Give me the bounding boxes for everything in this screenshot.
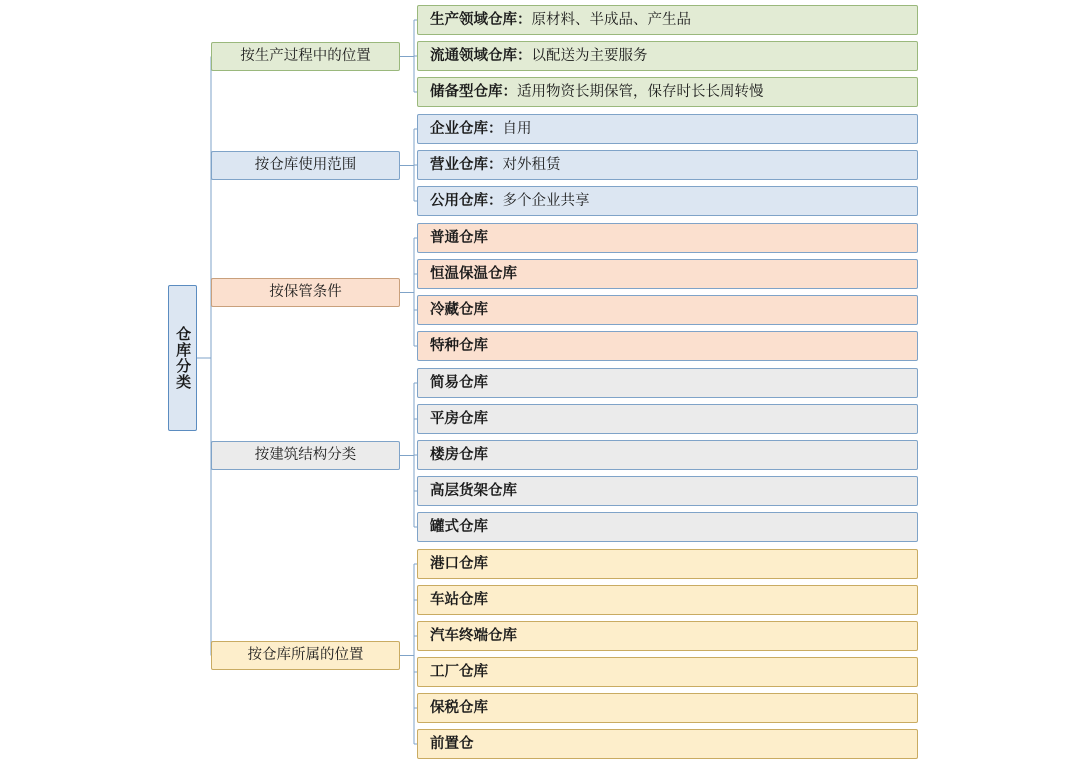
leaf-node[interactable] xyxy=(417,114,918,144)
leaf-node[interactable] xyxy=(417,150,918,180)
leaf-node[interactable] xyxy=(417,729,918,759)
leaf-desc: 以配送为主要服务 xyxy=(531,47,648,64)
leaf-lead: 高层货架仓库 xyxy=(430,482,517,499)
category-node-production-position[interactable] xyxy=(211,42,400,71)
leaf-lead: 营业仓库： xyxy=(430,156,503,173)
leaf-desc: 多个企业共享 xyxy=(502,192,590,209)
leaf-lead: 保税仓库 xyxy=(430,699,488,716)
leaf-node[interactable] xyxy=(417,657,918,687)
category-node-label: 按仓库所属的位置 xyxy=(247,647,364,664)
leaf-lead: 储备型仓库： xyxy=(430,83,517,100)
root-node-label: 仓库分类 xyxy=(174,326,192,390)
category-node-belonging-location[interactable] xyxy=(211,641,400,670)
leaf-desc: 自用 xyxy=(502,120,532,137)
category-node-usage-scope[interactable] xyxy=(211,151,400,180)
leaf-lead: 流通领域仓库： xyxy=(430,47,532,64)
category-node-label: 按仓库使用范围 xyxy=(254,157,357,174)
leaf-lead: 特种仓库 xyxy=(430,337,488,354)
leaf-node[interactable] xyxy=(417,549,918,579)
leaf-node[interactable] xyxy=(417,331,918,361)
leaf-lead: 罐式仓库 xyxy=(430,518,488,535)
leaf-node[interactable] xyxy=(417,259,918,289)
leaf-node[interactable] xyxy=(417,404,918,434)
leaf-node[interactable] xyxy=(417,77,918,107)
category-node-building-structure[interactable] xyxy=(211,441,400,470)
leaf-desc: 对外租赁 xyxy=(502,156,561,173)
leaf-lead: 工厂仓库 xyxy=(430,663,488,680)
category-node-label: 按建筑结构分类 xyxy=(254,447,357,464)
leaf-lead: 生产领域仓库： xyxy=(430,11,532,28)
leaf-node[interactable] xyxy=(417,512,918,542)
leaf-node[interactable] xyxy=(417,368,918,398)
leaf-desc: 适用物资长期保管，保存时长长周转慢 xyxy=(517,83,764,100)
leaf-lead: 楼房仓库 xyxy=(430,446,488,463)
leaf-lead: 简易仓库 xyxy=(430,374,488,391)
leaf-node[interactable] xyxy=(417,440,918,470)
leaf-node[interactable] xyxy=(417,41,918,71)
leaf-lead: 前置仓 xyxy=(430,735,474,752)
category-node-storage-conditions[interactable] xyxy=(211,278,400,307)
leaf-node[interactable] xyxy=(417,5,918,35)
leaf-lead: 汽车终端仓库 xyxy=(430,627,517,644)
leaf-node[interactable] xyxy=(417,476,918,506)
leaf-lead: 平房仓库 xyxy=(430,410,488,427)
leaf-node[interactable] xyxy=(417,223,918,253)
leaf-node[interactable] xyxy=(417,295,918,325)
leaf-lead: 普通仓库 xyxy=(430,229,488,246)
leaf-lead: 冷藏仓库 xyxy=(430,301,488,318)
leaf-node[interactable] xyxy=(417,621,918,651)
category-node-label: 按保管条件 xyxy=(269,284,342,301)
leaf-node[interactable] xyxy=(417,585,918,615)
leaf-lead: 公用仓库： xyxy=(430,192,503,209)
leaf-lead: 车站仓库 xyxy=(430,591,488,608)
leaf-lead: 企业仓库： xyxy=(430,120,503,137)
category-node-label: 按生产过程中的位置 xyxy=(240,48,371,65)
leaf-lead: 恒温保温仓库 xyxy=(430,265,517,282)
leaf-desc: 原材料、半成品、产生品 xyxy=(531,11,691,28)
leaf-lead: 港口仓库 xyxy=(430,555,488,572)
root-node[interactable] xyxy=(168,285,197,431)
leaf-node[interactable] xyxy=(417,186,918,216)
leaf-node[interactable] xyxy=(417,693,918,723)
